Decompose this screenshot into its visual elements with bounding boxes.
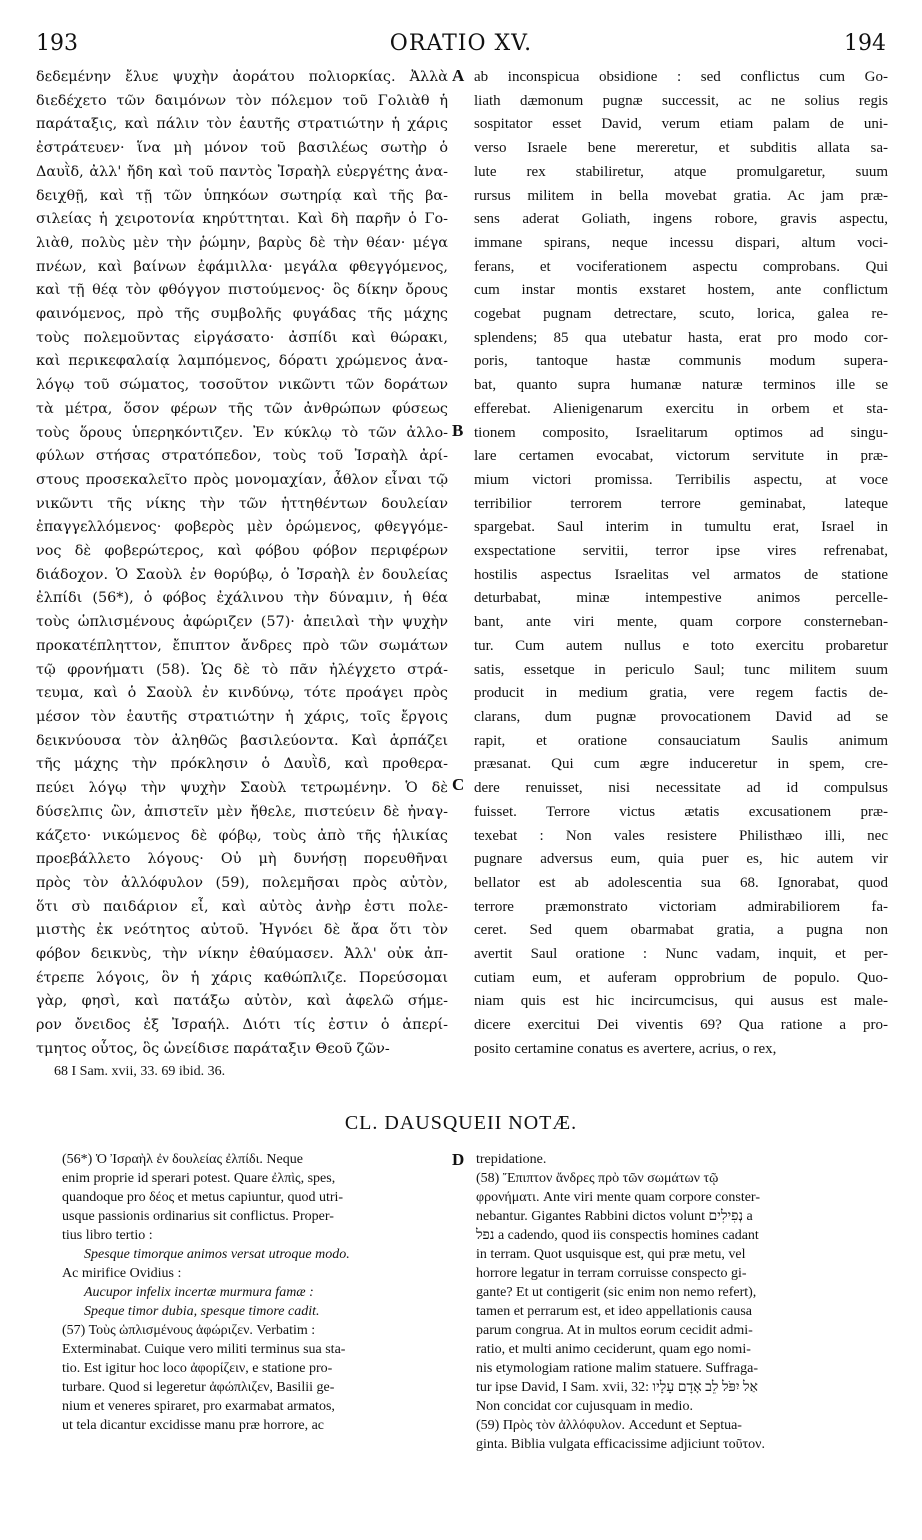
greek-text-line: μιστὴς ἐκ νεότητος αὐτοῦ. Ἠγνόει δὲ ἄρα ὅτι τὸν [36,922,448,939]
note-line: Non concidat cor cujusquam in medio. [476,1399,693,1414]
greek-text-line: πνέων, καὶ βαίνων ἐφάμιλλα· μεγάλα φθεγγόμενος, [36,258,448,275]
greek-text-line: δύσελπις ὢν, ἀπιστεῖν μὲν ἤθελε, πιστεύειν δὲ ἠναγ- [36,803,448,820]
note-line: tamen et perrarum est, et ideo appellationis causa [476,1304,753,1319]
greek-text-line: τοὺς ὅρους ὑπερηκόντιζεν. Ἐν κύκλῳ τὸ τῶν ἀλλο- [36,424,448,441]
greek-text-line: δεικνύουσα τὸν ἀληθῶς βασιλεύοντα. Καὶ ἁρπάζει [36,732,448,749]
latin-text-line: lute rex stabiliretur, atque promulgaretur, suum [474,163,888,180]
latin-text-line: niam quis est hic incircumcisus, qui ausus est male- [474,993,888,1010]
latin-text-column [474,66,888,1062]
greek-text-line: καὶ περικεφαλαίᾳ λαμπόμενος, δόρατι χρώμενος ἀνα- [36,353,448,370]
note-line: quandoque pro δέος et metus capiuntur, quod utri- [62,1190,344,1205]
margin-letter-b: B [452,421,464,440]
notes-left-column [62,1150,452,1530]
note-line: in terram. Quot usquisque est, qui præ metu, vel [476,1247,746,1262]
latin-text-line: mium victori promissa. Terribilis aspectu, at voce [474,471,888,488]
note-line: (58) Ἔπιπτον ἄνδρες πρὸ τῶν σωμάτων τῷ [476,1171,719,1186]
greek-text-line: φόβον δεικνὺς, τὴν νίκην ἐθαύμασεν. Ἀλλ' οὐκ ἀπ- [36,946,448,963]
greek-text-line: νος δὲ φοβερώτερος, καὶ φόβου φόβον περιφέρων [36,543,448,560]
latin-text-line: liath dæmonum pugnæ successit, ac ne solius regis [474,92,888,109]
greek-text-line: τμητος οὗτος, ὃς ὠνείδισε παράταξιν Θεοῦ ζῶν- [36,1040,390,1057]
note-line: enim proprie id sperari potest. Quare ἐλπὶς, spes, [62,1171,336,1186]
greek-text-line: πρὸς τὸν ἀλλόφυλον (59), πολεμῆσαι πρὸς αὐτὸν, [36,874,448,891]
latin-text-line: satis, essetque in periculo Saul; tunc militem suum [474,661,888,678]
latin-text-line: pugnare adversus eum, quia puer es, hic autem vir [474,851,888,868]
note-line: ut tela dicantur excidisse manu præ horrore, ac [62,1418,325,1433]
greek-text-column [36,66,448,1062]
latin-text-line: ferans, et vociferationem aspectu comprobans. Qui [474,258,888,275]
latin-text-line: bellator est ab adolescentia sua 68. Ignorabat, quod [474,874,888,891]
greek-text-line: δειχθῇ, καὶ τῇ τῶν ὑπηκόων σωτηρίᾳ καὶ τῆς βα- [36,187,448,204]
greek-text-line: στους προσεκαλεῖτο πρὸς μονομαχίαν, ἆθλον εἶναι τῷ [36,471,448,488]
page-number-right: 194 [844,31,886,56]
latin-text-line: producit in medium gratia, vere regem factis de- [474,685,888,702]
running-title: ORATIO XV. [389,31,533,56]
note-line: Aucupor infelix incertæ murmura famæ : [84,1285,314,1300]
note-line: (57) Τοὺς ὡπλισμένους ἀφώριζεν. Verbatim : [62,1323,316,1338]
note-line: Speque timor dubia, spesque timore cadit. [84,1304,320,1319]
greek-text-line: έτρεπε λόγοις, ὃν ἡ χάρις καθώπλιζε. Πορεύσομαι [36,969,448,986]
greek-text-line: μέσον τὸν ἑαυτῆς στρατιώτην ἡ χάρις, τοῖς ἔργοις [36,708,448,725]
latin-text-line: avertit Saul oratione : Nunc vadam, inquit, et per- [474,946,888,963]
latin-text-line: fuisset. Terrore victus ætatis excusationem præ- [474,803,888,820]
notes-title: CL. DAUSQUEII NOTÆ. [344,1112,578,1134]
latin-text-line: lare certamen evocabat, victorum servitute in præ- [474,448,888,465]
greek-text-line: τὰ μέτρα, ὅσον φέρων τῆς τῶν ἀνθρώπων φύσεως [36,400,448,417]
greek-text-line: παράταξις, καὶ πάλιν τὸν ἑαυτῆς στρατιώτην ἡ χάρις [36,116,448,133]
note-line: Ac mirifice Ovidius : [62,1266,182,1281]
running-header [30,30,892,58]
greek-text-line: σιλείας ἡ χειροτονία κηρύττηται. Καὶ δὴ παρῆν ὁ Γο- [36,211,448,228]
greek-text-line: τῷ φρονήματι (58). Ὡς δὲ τὸ πᾶν ἠλέγχετο στρά- [36,661,448,678]
latin-text-line: cogebat pugnam detrectare, scuto, lorica, galea re- [474,306,888,323]
latin-text-line: exspectatione servitii, terror ipse vires refrenabat, [474,543,888,560]
latin-text-line: terribilior terrorem terrore geminabat, lateque [474,495,888,512]
latin-text-line: dicere exercitui Dei viventis 69? Qua ratione a pro- [474,1017,888,1034]
latin-text-line: posito certamine conatus es avertere, acrius, o rex, [474,1040,777,1057]
note-line: (59) Πρὸς τὸν ἀλλόφυλον. Accedunt et Septua- [476,1418,742,1433]
latin-text-line: clarans, dum pugnæ provocationem David ad se [474,708,888,725]
latin-text-line: verso Israele bene mereretur, et subditis allata sa- [474,140,888,157]
note-line: tur ipse David, I Sam. xvii, 32: אַל יִפֹּל לֵב אָדָם עָלָיו [476,1380,758,1395]
note-line: tius libro tertio : [62,1228,153,1243]
greek-text-line: προεβάλλετο λόγους· Οὐ μὴ δυνήσῃ πορευθῆναι [36,851,448,868]
note-line: horrore legatur in terram corruisse conspecto gi- [476,1266,747,1281]
latin-text-line: bant, ante viri mente, quam corpore consterneban- [474,614,888,631]
greek-text-line: φύλων στήσας στρατόπεδον, τοὺς τοῦ Ἰσραὴλ ἀρί- [36,448,448,465]
greek-text-line: προκατέπληττον, ἔπιπτον ἄνδρες πρὸ τῶν σωμάτων [36,637,448,654]
margin-letter-c: C [452,775,465,794]
latin-text-line: cum instar montis exstaret hostem, ante conflictum [474,282,888,299]
greek-text-line: ρον ὄνειδος ἐξ Ἰσραήλ. Διότι τίς ἐστιν ὁ ἀπερί- [36,1017,448,1034]
greek-text-line: λόγῳ τοῦ σώματος, τοσοῦτον νικῶντι τῶν δοράτων [36,377,448,394]
greek-text-line: Δαυῒδ, ἀλλ' ἤδη καὶ τοῦ παντὸς Ἰσραὴλ εὐεργέτης ἀνα- [36,163,448,180]
latin-text-line: rapit, et oratione consauciatum Saulis animum [474,732,888,749]
greek-text-line: τοὺς ὡπλισμένους ἀφώριζεν (57)· ἀπειλαὶ τὴν ψυχὴν [36,614,448,631]
note-line: gante? Et ut contigerit (sic enim non nemo refert), [476,1285,757,1300]
latin-text-line: præsanat. Qui cum ægre induceretur in spem, cre- [474,756,888,773]
latin-text-line: cutiam eum, et auferam opprobrium de populo. Quo- [474,969,888,986]
note-line: trepidatione. [476,1152,547,1167]
note-line: usque passionis ordinarius sit conflictus. Proper- [62,1209,334,1224]
greek-text-line: διάδοχον. Ὁ Σαοὺλ ἐν θορύβῳ, ὁ Ἰσραὴλ ἐν δουλείας [36,566,448,583]
greek-text-line: τευμα, καὶ ὁ Σαοὺλ ἐν κινδύνῳ, τότε προάγει πρὸς [36,685,448,702]
note-line: nis etymologiam ratione malim statuere. Suffraga- [476,1361,758,1376]
footnotes: 68 I Sam. xvii, 33. 69 ibid. 36. [54,1064,226,1079]
margin-letter-d: D [452,1150,465,1169]
note-line: ratio, et multi animo ceciderunt, quam ego nomi- [476,1342,751,1357]
latin-text-line: hostilis aspectus Israelitas vel armatos de statione [474,566,888,583]
note-line: nium et veneres spiraret, pro exarmabat armatos, [62,1399,335,1414]
greek-text-line: ἐλπίδι (56*), ὁ φόβος ἐχάλινου τὴν δύναμιν, ἡ θέα [36,590,448,607]
latin-text-line: spargebat. Saul interim in tumultu erat, Israel in [474,519,888,536]
note-line: ginta. Biblia vulgata efficacissime adjiciunt τοῦτον. [476,1437,766,1452]
greek-text-line: νικῶντι τῆς νίκης τὴν τῶν ἡττηθέντων δουλείαν [36,495,448,512]
note-line: Spesque timorque animos versat utroque modo. [84,1247,350,1262]
note-line: turbare. Quod si legeretur ἀφώπλιζεν, Basilii ge- [62,1380,335,1395]
note-line: φρονήματι. Ante viri mente quam corpore conster- [476,1190,760,1205]
greek-text-line: τοὺς πολεμοῦντας εἰργάσατο· ἀσπίδι καὶ θώρακι, [36,329,448,346]
note-line: tio. Est igitur hoc loco ἀφορίζειν, e statione pro- [62,1361,333,1376]
greek-text-line: γὰρ, φησὶ, καὶ πατάξω αὐτὸν, καὶ ἀφελῶ σήμε- [36,993,448,1010]
latin-text-line: terrore præmonstrato victoriam admirabiliorem fa- [474,898,888,915]
latin-text-line: ceret. Sed quem obarmabat gratia, a pugna non [474,922,888,939]
latin-text-line: texebat : Non vales resistere Philisthæo illi, nec [474,827,888,844]
greek-text-line: τῆς μάχης τὴν πρόκλησιν ὁ Δαυῒδ, καὶ προθερα- [36,756,448,773]
greek-text-line: διεδέχετο τῶν δαιμόνων τὸν πόλεμον τοῦ Γολιὰθ ἡ [36,92,448,109]
latin-text-line: sospitator esset David, verum etiam palam de uni- [474,116,888,133]
latin-text-line: splendens; 85 qua utebatur hasta, erat pro modo cor- [474,329,888,346]
note-line: parum congrua. At in multos eorum cecidit admi- [476,1323,753,1338]
note-line: nebantur. Gigantes Rabbini dictos volunt נְפִילִים a [476,1209,753,1224]
greek-text-line: καὶ τῇ θέᾳ τὸν φθόγγον πιστούμενος· ὃς δίκην ὄρους [36,282,448,299]
notes-right-column [476,1150,890,1530]
latin-text-line: rursus militem in bella movebat gratia. Ac jam præ- [474,187,888,204]
latin-text-line: sens aderat Goliath, ingens robore, gravis aspectu, [474,211,888,228]
note-line: (56*) Ὁ Ἰσραὴλ ἐν δουλείας ἐλπίδι. Neque [62,1152,303,1167]
note-line: Exterminabat. Cuique vero militi terminus sua sta- [62,1342,346,1357]
latin-text-line: deturbabat, minæ intempestive animos percelle- [474,590,888,607]
greek-text-line: δεδεμένην ἔλυε ψυχὴν ἀοράτου πολιορκίας. Ἀλλὰ [36,69,448,85]
latin-text-line: tionem composito, Israelitarum optimos ad singu- [474,424,888,441]
latin-text-line: immane spirans, neque incessu dispari, altum voci- [474,234,888,251]
greek-text-line: ὅτι σὺ παιδάριον εἶ, καὶ αὐτὸς ἀνὴρ ἐστι πολε- [36,898,448,915]
latin-text-line: dere renuisset, nisi necessitate ad id compulsus [474,780,888,797]
greek-text-line: ἐστράτευεν· ἵνα μὴ μόνον τοῦ βασιλέως σωτὴρ ὁ [36,140,448,157]
greek-text-line: ἐπαγγελλόμενος· φοβερὸς μὲν ὁρώμενος, φθεγγόμε- [36,519,448,536]
note-line: נפל a cadendo, quod iis conspectis homines cadant [476,1228,759,1243]
page-number-left: 193 [36,31,78,56]
greek-text-line: κάζετο· νικώμενος δὲ φόβῳ, τοὺς ἀπὸ τῆς ἡλικίας [36,827,448,844]
latin-text-line: poris, tantoque hastæ communis modum supera- [474,353,888,370]
greek-text-line: λιὰθ, πολὺς μὲν τὴν ῥώμην, βαρὺς δὲ τὴν θέαν· μέγα [36,234,448,251]
margin-letter-a: A [452,66,465,85]
latin-text-line: efferebat. Alienigenarum exercitu in orbem et sta- [474,400,888,417]
latin-text-line: tur. Cum autem nullus e toto exercitu probaretur [474,637,888,654]
latin-text-line: ab inconspicua obsidione : sed conflictus cum Go- [474,69,888,85]
latin-text-line: bat, quanto supra humanæ naturæ terminos ille se [474,377,888,394]
greek-text-line: φαινόμενος, πρὸ τῆς συμβολῆς φυγάδας τῆς μάχης [36,306,448,323]
greek-text-line: πεύει λόγῳ τὴν ψυχὴν Σαοὺλ τετρωμένην. Ὁ δὲ [36,780,448,797]
